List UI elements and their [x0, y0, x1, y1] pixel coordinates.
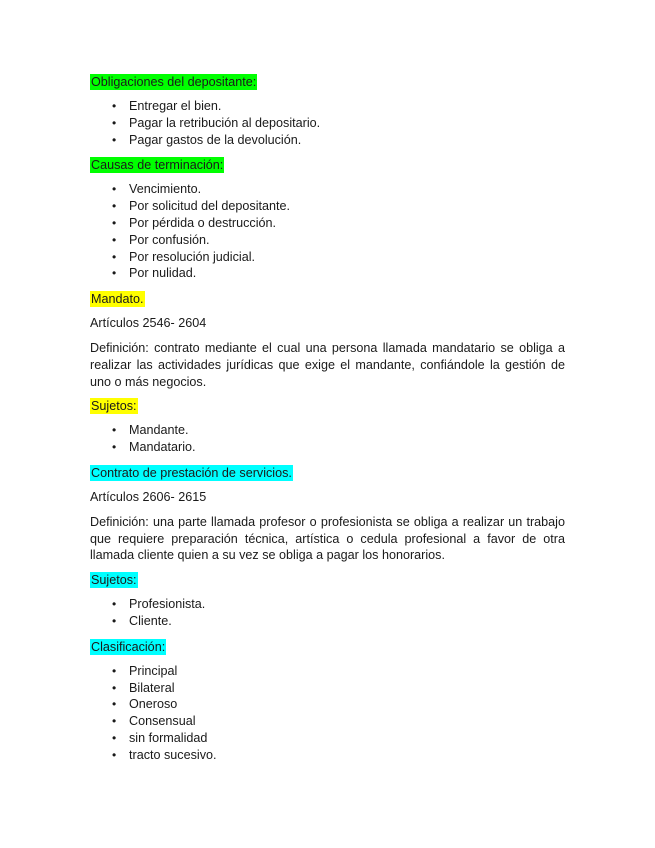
list-item-text: Pagar gastos de la devolución.: [129, 132, 302, 147]
causas-list: [90, 181, 565, 282]
list-item: [90, 249, 565, 266]
list-item: [90, 232, 565, 249]
document-page: [90, 74, 565, 773]
mandato-section: [90, 291, 565, 456]
bullet-icon: •: [112, 680, 117, 695]
mandato-sujetos-list: [90, 422, 565, 456]
list-item-text: Cliente.: [129, 613, 172, 628]
list-item: [90, 215, 565, 232]
bullet-icon: •: [112, 266, 117, 281]
bullet-icon: •: [112, 182, 117, 197]
list-item: [90, 132, 565, 149]
causas-heading: Causas de terminación:: [91, 158, 224, 173]
mandato-sujetos-heading: Sujetos:: [91, 399, 137, 414]
list-item: [90, 596, 565, 613]
list-item: [90, 613, 565, 630]
bullet-icon: •: [112, 232, 117, 247]
list-item: [90, 439, 565, 456]
list-item-text: Por pérdida o destrucción.: [129, 215, 277, 230]
obligaciones-heading: Obligaciones del depositante:: [91, 75, 257, 89]
bullet-icon: •: [112, 199, 117, 214]
bullet-icon: •: [112, 215, 117, 230]
clasificacion-list: [90, 663, 565, 764]
list-item-text: Entregar el bien.: [129, 99, 222, 113]
list-item: [90, 422, 565, 439]
list-item-text: Por solicitud del depositante.: [129, 199, 291, 214]
bullet-icon: •: [112, 730, 117, 745]
list-item-text: Mandante.: [129, 423, 189, 438]
bullet-icon: •: [112, 747, 117, 762]
clasificacion-heading: Clasificación:: [91, 639, 166, 654]
prestacion-section: [90, 465, 565, 764]
list-item-text: Por confusión.: [129, 232, 210, 247]
list-item: [90, 713, 565, 730]
list-item-text: Por resolución judicial.: [129, 249, 255, 264]
list-item-text: sin formalidad: [129, 730, 208, 745]
list-item-text: Bilateral: [129, 680, 175, 695]
obligaciones-section: [90, 74, 565, 148]
list-item-text: Mandatario.: [129, 440, 196, 455]
mandato-articles: Artículos 2546- 2604: [90, 316, 207, 331]
list-item-text: tracto sucesivo.: [129, 747, 217, 762]
causas-section: [90, 157, 565, 282]
bullet-icon: •: [112, 714, 117, 729]
list-item: [90, 181, 565, 198]
list-item-text: Por nulidad.: [129, 266, 197, 281]
mandato-heading: Mandato.: [91, 292, 144, 307]
list-item-text: Consensual: [129, 714, 196, 729]
bullet-icon: •: [112, 697, 117, 712]
list-item: [90, 696, 565, 713]
list-item-text: Vencimiento.: [129, 182, 202, 197]
list-item-text: Principal: [129, 663, 178, 678]
list-item: [90, 198, 565, 215]
list-item: [90, 98, 565, 115]
prestacion-definition: Definición: una parte llamada profesor o profesionista se obliga a realizar un trabajo que requiere preparación técnica, artística o cedula profesional a favor de otra llamada cliente quien a su vez se obliga a pagar los honorarios.: [90, 514, 565, 563]
list-item: [90, 115, 565, 132]
bullet-icon: •: [112, 597, 117, 612]
obligaciones-list: [90, 98, 565, 148]
prestacion-sujetos-heading: Sujetos:: [91, 573, 137, 588]
prestacion-articles: Artículos 2606- 2615: [90, 489, 207, 504]
prestacion-heading: Contrato de prestación de servicios.: [91, 465, 292, 480]
list-item: [90, 680, 565, 697]
bullet-icon: •: [112, 613, 117, 628]
mandato-definition: Definición: contrato mediante el cual una persona llamada mandatario se obliga a realizar las actividades jurídicas que exige el mandante, confiándole la gestión de uno o más negocios.: [90, 340, 565, 389]
bullet-icon: •: [112, 132, 117, 147]
list-item: [90, 730, 565, 747]
list-item-text: Oneroso: [129, 697, 178, 712]
list-item: [90, 265, 565, 282]
bullet-icon: •: [112, 249, 117, 264]
prestacion-sujetos-list: [90, 596, 565, 630]
list-item-text: Pagar la retribución al depositario.: [129, 115, 321, 130]
list-item: [90, 663, 565, 680]
bullet-icon: •: [112, 440, 117, 455]
list-item-text: Profesionista.: [129, 597, 206, 612]
list-item: [90, 747, 565, 764]
bullet-icon: •: [112, 663, 117, 678]
bullet-icon: •: [112, 115, 117, 130]
bullet-icon: •: [112, 423, 117, 438]
bullet-icon: •: [112, 99, 117, 113]
